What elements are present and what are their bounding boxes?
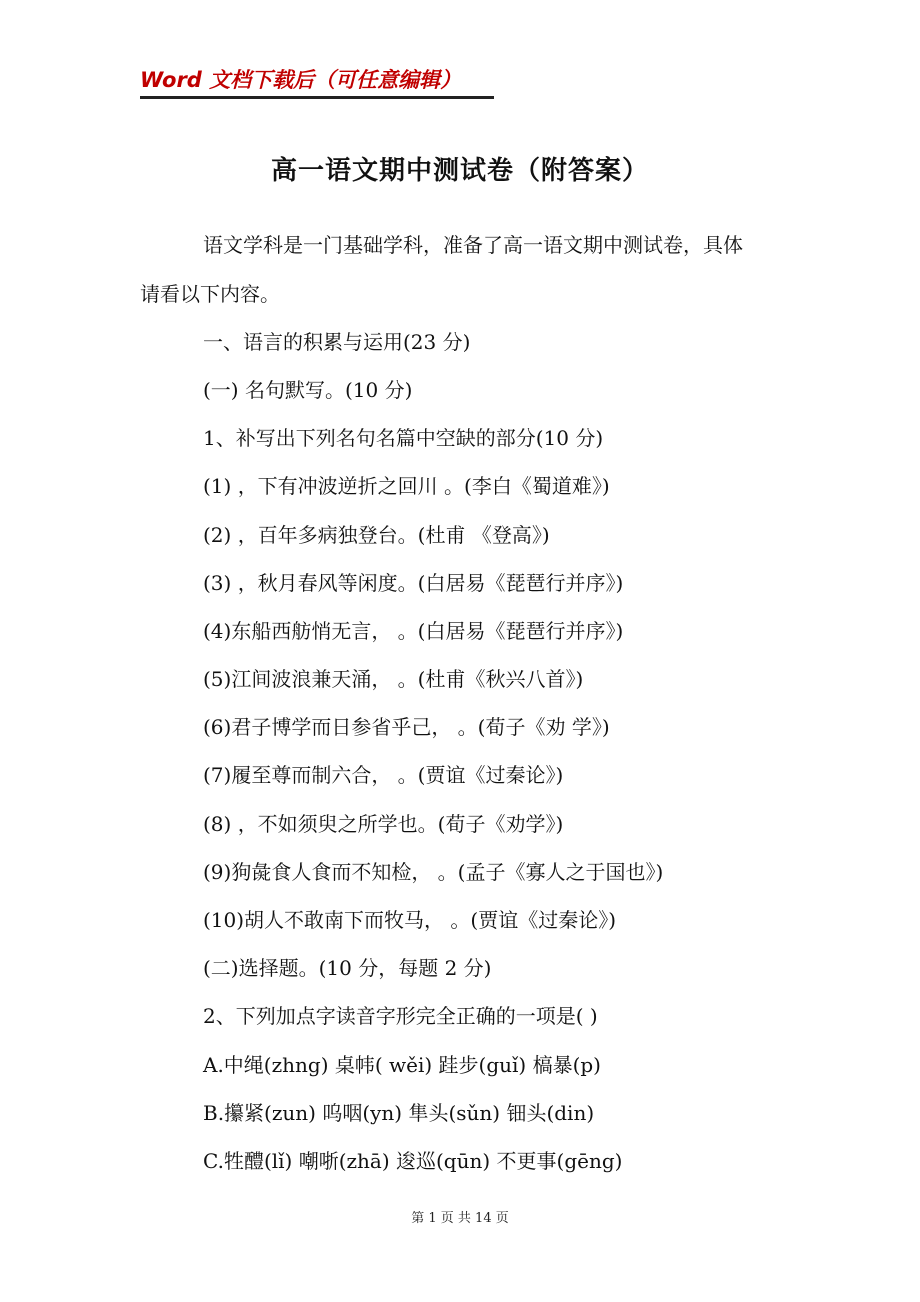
choice-c: C.牲醴(lǐ) 嘲哳(zhā) 逡巡(qūn) 不更事(gēng) bbox=[203, 1149, 623, 1173]
intro-line-1: 语文学科是一门基础学科，准备了高一语文期中测试卷，具体 bbox=[203, 233, 743, 257]
subsection-heading: (一) 名句默写。(10 分) bbox=[203, 378, 413, 402]
quote-item: (10)胡人不敢南下而牧马， 。(贾谊《过秦论》) bbox=[203, 908, 617, 932]
subsection-heading: (二)选择题。(10 分，每题 2 分) bbox=[203, 956, 492, 980]
question-1: 1、补写出下列名句名篇中空缺的部分(10 分) bbox=[203, 426, 604, 450]
watermark-text: Word 文档下载后（可任意编辑） bbox=[140, 68, 462, 92]
quote-item: (4)东船西舫悄无言， 。(白居易《琵琶行并序》) bbox=[203, 619, 624, 643]
quote-item: (9)狗彘食人食而不知检， 。(孟子《寡人之于国也》) bbox=[203, 860, 664, 884]
quote-item: (2) ，百年多病独登台。(杜甫 《登高》) bbox=[203, 523, 550, 547]
document-title: 高一语文期中测试卷（附答案） bbox=[270, 156, 649, 186]
quote-item: (3) ，秋月春风等闲度。(白居易《琵琶行并序》) bbox=[203, 571, 624, 595]
download-watermark bbox=[140, 66, 494, 99]
choice-b: B.攥紧(zun) 呜咽(yn) 隼头(sǔn) 钿头(din) bbox=[203, 1101, 595, 1125]
intro-line-2: 请看以下内容。 bbox=[140, 282, 280, 306]
choice-a: A.中绳(zhng) 桌帏( wěi) 跬步(guǐ) 槁暴(p) bbox=[203, 1053, 601, 1077]
quote-item: (7)履至尊而制六合， 。(贾谊《过秦论》) bbox=[203, 763, 564, 787]
quote-item: (1) ，下有冲波逆折之回川 。(李白《蜀道难》) bbox=[203, 474, 610, 498]
quote-item: (6)君子博学而日参省乎己， 。(荀子《劝 学》) bbox=[203, 715, 610, 739]
quote-item: (8) ，不如须臾之所学也。(荀子《劝学》) bbox=[203, 812, 564, 836]
section-heading: 一、语言的积累与运用(23 分) bbox=[203, 330, 471, 354]
question-2: 2、下列加点字读音字形完全正确的一项是( ) bbox=[203, 1004, 598, 1028]
page-number: 第 1 页 共 14 页 bbox=[411, 1211, 509, 1226]
quote-item: (5)江间波浪兼天涌， 。(杜甫《秋兴八首》) bbox=[203, 667, 584, 691]
